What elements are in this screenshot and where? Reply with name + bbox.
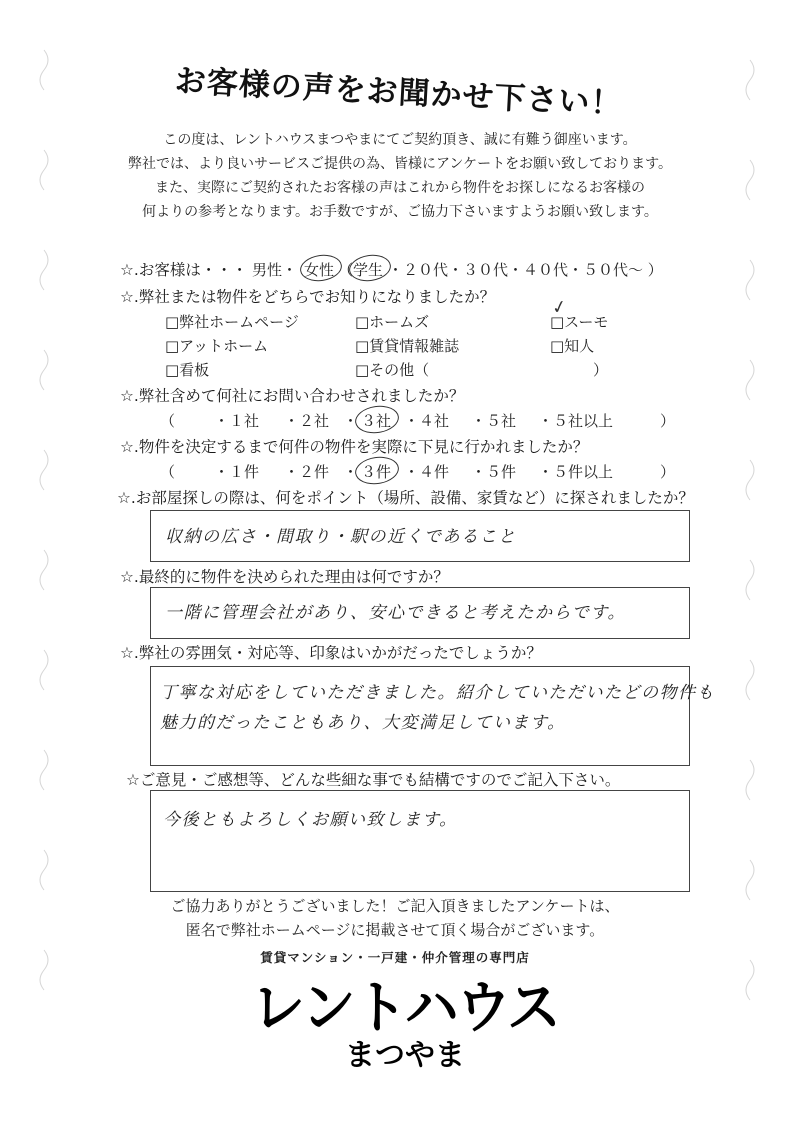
decorative-border-right <box>736 40 764 1100</box>
q2-option-other[interactable]: □その他（ <box>355 361 430 379</box>
q3-choice-2[interactable]: ・２社 <box>284 412 330 430</box>
q4-circle-mark <box>353 454 400 487</box>
q7-handwritten-answer-line1: 丁寧な対応をしていただきました。紹介していただいたどの物件も <box>160 683 715 703</box>
q4-choice-4[interactable]: ・４件 <box>404 463 450 481</box>
q4-choice-3[interactable]: ３件 <box>361 463 392 481</box>
q6-label: ☆.最終的に物件を決められた理由は何ですか？ <box>120 568 449 586</box>
q1-open-paren: （ <box>338 261 354 279</box>
company-logo-sub: まつやま <box>345 1038 465 1073</box>
q3-choice-5plus[interactable]: ・５社以上 <box>538 412 614 430</box>
q4-choice-5plus[interactable]: ・５件以上 <box>538 463 614 481</box>
company-tagline: 賃貸マンション・一戸建・仲介管理の専門店 <box>260 950 530 965</box>
q2-option-magazine[interactable]: □賃貸情報雑誌 <box>355 337 460 355</box>
intro-line: 何よりの参考となります。お手数ですが、ご協力下さいますようお願い致します。 <box>142 204 658 220</box>
q4-choice-5[interactable]: ・５件 <box>471 463 517 481</box>
q2-option-acquaintance[interactable]: □知人 <box>550 337 595 355</box>
q1-female[interactable]: 女性 <box>304 261 335 279</box>
q5-handwritten-answer: 収納の広さ・間取り・駅の近くであること <box>165 527 517 547</box>
q4-label: ☆.物件を決定するまで何件の物件を実際に下見に行かれましたか？ <box>120 438 589 456</box>
q3-close-paren: ） <box>660 412 676 430</box>
q3-choice-5[interactable]: ・５社 <box>471 412 517 430</box>
q4-choice-1[interactable]: ・１件 <box>214 463 260 481</box>
q3-open-paren: （ <box>160 412 176 430</box>
q5-label: ☆.お部屋探しの際は、何をポイント（場所、設備、家賃など）に探されましたか？ <box>117 489 694 507</box>
q4-dot: ・ <box>343 463 359 481</box>
q2-option-athome[interactable]: □アットホーム <box>165 337 269 355</box>
q7-handwritten-answer-line2: 魅力的だったこともあり、大変満足しています。 <box>160 713 566 733</box>
q2-option-signboard[interactable]: □看板 <box>165 361 210 379</box>
footer-thanks-line2: 匿名で弊社ホームページに掲載させて頂く場合がございます。 <box>185 921 605 939</box>
q4-close-paren: ） <box>660 463 676 481</box>
q1-student[interactable]: 学生 <box>353 261 384 279</box>
q2-option-homepage[interactable]: □弊社ホームページ <box>165 313 299 331</box>
q3-dot: ・ <box>343 412 359 430</box>
q2-close-paren: ） <box>593 361 609 379</box>
q3-choice-3[interactable]: ３社 <box>361 412 392 430</box>
page-title: お客様の声をお聞かせ下さい！ <box>174 63 624 123</box>
q8-handwritten-answer: 今後ともよろしくお願い致します。 <box>163 810 458 830</box>
q3-circle-mark <box>353 403 400 436</box>
q4-choice-2[interactable]: ・２件 <box>284 463 330 481</box>
q2-label: ☆.弊社または物件をどちらでお知りになりましたか？ <box>120 288 496 306</box>
intro-paragraph <box>110 128 690 224</box>
decorative-border-left <box>30 40 58 1100</box>
q7-label: ☆.弊社の雰囲気・対応等、印象はいかがだったでしょうか？ <box>120 644 542 662</box>
q2-option-suumo[interactable]: □スーモ <box>550 313 609 331</box>
q3-choice-1[interactable]: ・１社 <box>214 412 260 430</box>
checkmark-icon: ✓ <box>549 295 570 320</box>
q3-label: ☆.弊社含めて何社にお問い合わせされましたか？ <box>120 387 465 405</box>
footer-thanks-line1: ご協力ありがとうございました！ご記入頂きましたアンケートは、 <box>170 897 620 915</box>
q1-male[interactable]: 男性・ <box>252 261 298 279</box>
intro-line: この度は、レントハウスまつやまにてご契約頂き、誠に有難う御座います。 <box>163 132 637 148</box>
q4-open-paren: （ <box>160 463 176 481</box>
intro-line: また、実際にご契約されたお客様の声はこれから物件をお探しになるお客様の <box>155 180 645 196</box>
q2-option-homes[interactable]: □ホームズ <box>355 313 430 331</box>
q1-label: ☆.お客様は・・・ <box>120 261 248 279</box>
q6-handwritten-answer: 一階に管理会社があり、安心できると考えたからです。 <box>165 603 626 623</box>
company-logo: レントハウス <box>251 974 559 1041</box>
q1-ages[interactable]: ・２０代・３０代・４０代・５０代〜 ） <box>388 261 663 279</box>
q8-label: ☆ご意見・ご感想等、どんな些細な事でも結構ですのでご記入下さい。 <box>126 771 621 789</box>
intro-line: 弊社では、より良いサービスご提供の為、皆様にアンケートをお願い致しております。 <box>127 156 673 172</box>
q3-choice-4[interactable]: ・４社 <box>404 412 450 430</box>
